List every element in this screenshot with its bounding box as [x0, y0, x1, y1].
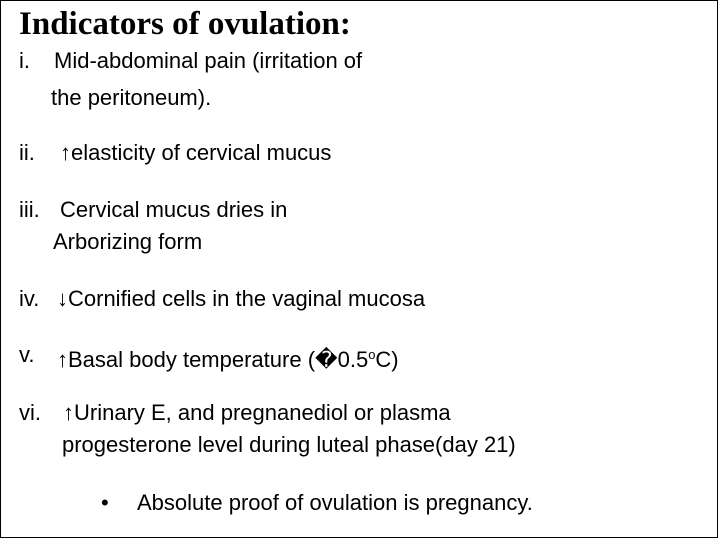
down-arrow-icon: ↓ [57, 286, 68, 311]
up-arrow-icon: ↑ [63, 400, 74, 425]
bullet-text: Absolute proof of ovulation is pregnancy. [137, 490, 533, 515]
missing-glyph-icon: � [315, 347, 338, 372]
item-text-line-1: Mid-abdominal pain (irritation of [54, 48, 363, 73]
item-text [63, 398, 451, 428]
item-number: iii. [19, 197, 40, 222]
item-text-before: Basal body temperature ( [68, 347, 316, 372]
degree-superscript: o [368, 347, 376, 362]
item-text [60, 138, 331, 168]
item-number: iv. [19, 286, 40, 311]
item-text-line-1: Urinary E, and pregnanediol or plasma [74, 400, 451, 425]
item-number: i. [19, 48, 30, 73]
slide-title: Indicators of ovulation: [19, 6, 351, 42]
item-text-line-2: progesterone level during luteal phase(day 21) [62, 432, 516, 457]
item-number: ii. [19, 140, 35, 165]
up-arrow-icon: ↑ [57, 347, 68, 372]
item-text-line-2: Arborizing form [53, 229, 203, 254]
temperature-value: 0.5 [337, 347, 369, 372]
item-text-line-1: elasticity of cervical mucus [71, 140, 332, 165]
item-text-line-1: Cervical mucus dries in [60, 197, 288, 222]
item-number: v. [19, 342, 35, 367]
up-arrow-icon: ↑ [60, 140, 71, 165]
item-text [57, 284, 425, 314]
item-text-line-1: Cornified cells in the vaginal mucosa [68, 286, 426, 311]
item-text-line-2: the peritoneum). [51, 85, 212, 110]
bullet-icon: • [101, 490, 109, 515]
item-text [57, 340, 399, 375]
item-number: vi. [19, 400, 41, 425]
item-text-after: C) [375, 347, 399, 372]
